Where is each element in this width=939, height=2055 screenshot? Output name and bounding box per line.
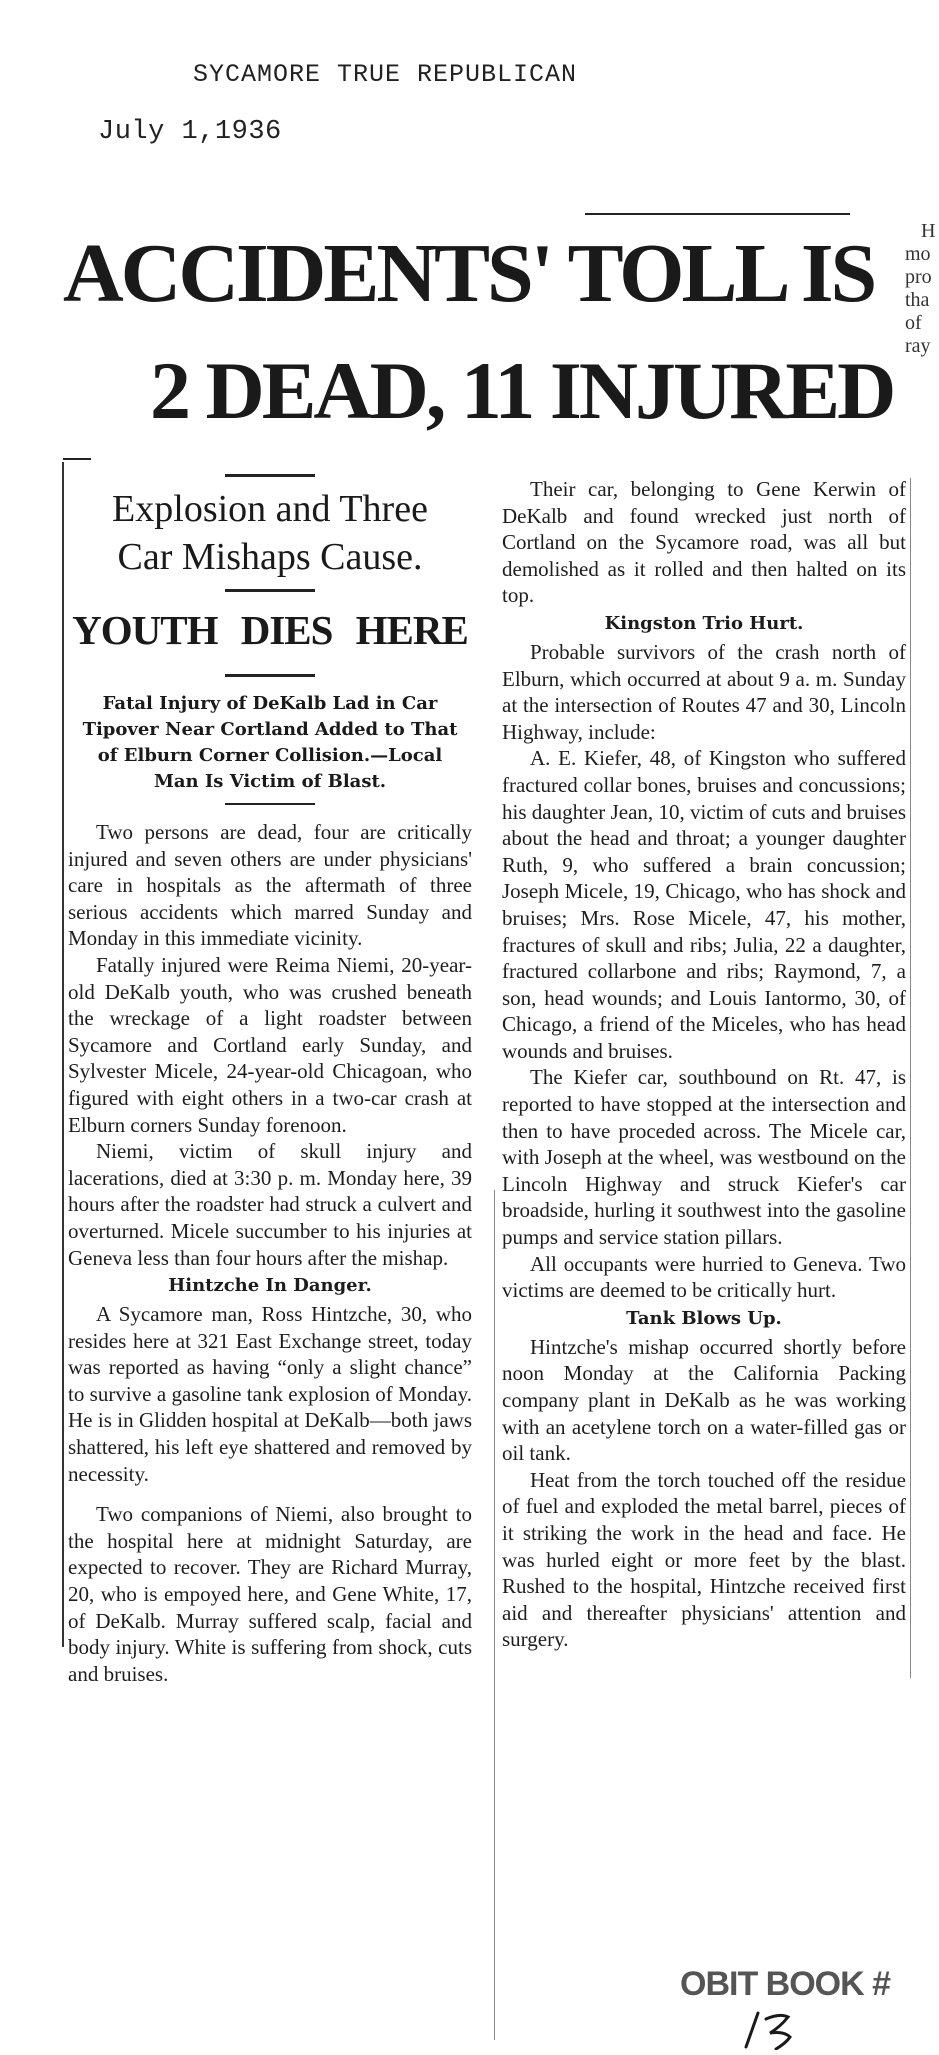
center-column-rule bbox=[494, 1190, 495, 2040]
newspaper-name: SYCAMORE TRUE REPUBLICAN bbox=[193, 60, 578, 89]
right-column bbox=[502, 476, 906, 1653]
paragraph: Hintzche's mishap occurred shortly before noon Monday at the California Packing company plant in DeKalb as he was working with an acetylene torch on a water-filled gas or oil tank. bbox=[502, 1334, 906, 1466]
paragraph: The Kiefer car, southbound on Rt. 47, is reported to have stopped at the intersection and then to have proceded across. The Micele car, with Joseph at the wheel, was westbound on the Lincoln Highway and struck Kiefer's car broadside, hurling it southwest into the gasoline pumps and service station pillars. bbox=[502, 1065, 906, 1250]
headline-line-2: 2 DEAD, 11 INJURED bbox=[150, 345, 894, 436]
right-body-2 bbox=[502, 639, 906, 1304]
fragment-line: pro bbox=[905, 266, 932, 288]
paragraph: A Sycamore man, Ross Hintzche, 30, who resides here at 321 East Exchange street, today was reported as having “only a slight chance” to survive a gasoline tank explosion of Monday. He is in Glidden hospital at DeKalb—both jaws shattered, his left eye shattered and removed by necessity. bbox=[68, 1302, 472, 1486]
fragment-line: mo bbox=[905, 243, 931, 265]
paragraph: Fatally injured were Reima Niemi, 20-year-old DeKalb youth, who was crushed beneath the wreckage of a light roadster between Sycamore and Cortland early Sunday, and Sylvester Micele, 24-year-old Chicagoan, who figured with eight others in a two-car crash at Elburn corners Sunday forenoon. bbox=[68, 952, 472, 1137]
left-body-3 bbox=[68, 1501, 472, 1687]
adjacent-article-fragment bbox=[905, 220, 939, 358]
paragraph: Two persons are dead, four are critically injured and seven others are under physicians' care in hospitals as the aftermath of three serious accidents which marred Sunday and Monday in this immediate vicinity. bbox=[68, 820, 472, 951]
section-heading-tank: Tank Blows Up. bbox=[626, 1307, 782, 1329]
subhead-line-2: Car Mishaps Cause. bbox=[117, 536, 423, 578]
paragraph: Heat from the torch touched off the residue of fuel and exploded the metal barrel, pieces of it striking the work in the head and face. He was hurled eight or more feet by the blast. Rushed to the hospital, Hintzche received first aid and thereafter physicians' attention and surgery. bbox=[502, 1467, 906, 1652]
left-column-rule bbox=[62, 462, 64, 1647]
headline-line-1: ACCIDENTS' TOLL IS bbox=[63, 227, 875, 320]
obit-book-stamp: OBIT BOOK # bbox=[680, 1965, 891, 2003]
main-subhead: YOUTH DIES HERE bbox=[72, 607, 468, 653]
section-heading-kingston: Kingston Trio Hurt. bbox=[604, 612, 804, 634]
right-body bbox=[502, 476, 906, 609]
publication-date: July 1,1936 bbox=[98, 117, 282, 147]
fragment-line: tha bbox=[905, 289, 930, 311]
subhead-line-1: Explosion and Three bbox=[112, 488, 428, 530]
handwritten-number bbox=[740, 2009, 810, 2050]
fragment-line: ray bbox=[905, 335, 931, 357]
paragraph: Their car, belonging to Gene Kerwin of DeKalb and found wrecked just north of Cortland on the Sycamore road, was all but demolished as it rolled and then halted on its top. bbox=[502, 477, 906, 608]
fragment-line: H bbox=[921, 220, 936, 242]
right-column-rule bbox=[910, 478, 911, 1678]
divider bbox=[225, 589, 315, 592]
paragraph: Probable survivors of the crash north of Elburn, which occurred at about 9 a. m. Sunday at the intersection of Routes 47 and 30, Lincoln Highway, include: bbox=[502, 639, 906, 744]
article-deck: Fatal Injury of DeKalb Lad in Car Tipover Near Cortland Added to That of Elburn Corner Collision.—Local Man Is Victim of Blast. bbox=[82, 693, 458, 792]
paragraph: A. E. Kiefer, 48, of Kingston who suffered fractured collar bones, bruises and concussions; his daughter Jean, 10, victim of cuts and bruises about the head and throat; a younger daughter Ruth, 9, who suffered a brain concussion; Joseph Micele, 19, Chicago, who has shock and bruises; Mrs. Rose Micele, 47, his mother, fractures of skull and ribs; Julia, 22 a daughter, fractured collarbone and ribs; Raymond, 7, a son, head wounds; and Louis Iantormo, 30, of Chicago, a friend of the Miceles, who has head wounds and bruises. bbox=[502, 746, 906, 1063]
divider bbox=[225, 803, 315, 805]
left-body bbox=[68, 819, 472, 1271]
left-column bbox=[68, 460, 472, 1687]
fragment-line: of bbox=[905, 312, 922, 334]
paragraph: All occupants were hurried to Geneva. Two victims are deemed to be critically hurt. bbox=[502, 1251, 906, 1303]
section-heading-hintzche: Hintzche In Danger. bbox=[168, 1275, 372, 1297]
right-body-3 bbox=[502, 1334, 906, 1653]
divider bbox=[225, 674, 315, 677]
paragraph: Niemi, victim of skull injury and lacerations, died at 3:30 p. m. Monday here, 39 hours after the roadster had struck a culvert and overturned. Micele succumber to his injuries at Geneva less than four hours after the mishap. bbox=[68, 1139, 472, 1270]
paragraph: Two companions of Niemi, also brought to the hospital here at midnight Saturday, are expected to recover. They are Richard Murray, 20, who is empoyed here, and Gene White, 17, of DeKalb. Murray suffered scalp, facial and body injury. White is suffering from shock, cuts and bruises. bbox=[68, 1502, 472, 1686]
headline-top-rule bbox=[585, 213, 850, 215]
divider bbox=[225, 474, 315, 477]
handwritten-number-glyph bbox=[740, 2009, 810, 2050]
left-body-2 bbox=[68, 1301, 472, 1487]
